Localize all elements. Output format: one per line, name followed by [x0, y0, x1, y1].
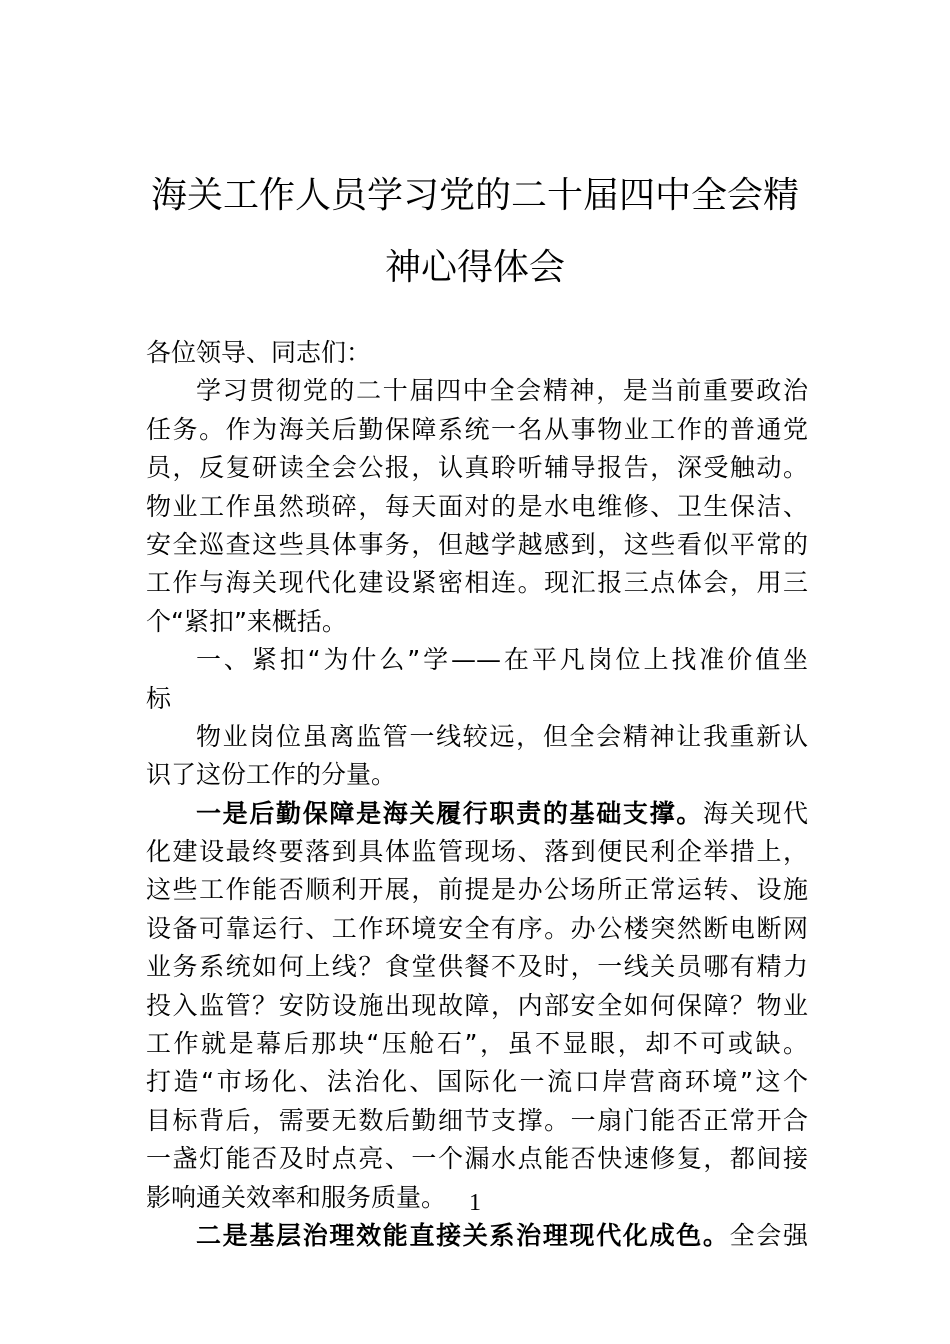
point-2-bold-lead: 二是基层治理效能直接关系治理现代化成色。 — [196, 1220, 730, 1250]
paragraph-line: 打造“市场化、法治化、国际化一流口岸营商环境”这个 — [146, 1067, 808, 1097]
section-heading-1: 一、紧扣“为什么”学——在平凡岗位上找准价值坐 — [196, 645, 808, 675]
section-heading-1-cont: 标 — [146, 683, 172, 713]
paragraph-line: 化建设最终要落到具体监管现场、落到便民利企举措上， — [146, 837, 808, 867]
paragraph-line: 工作与海关现代化建设紧密相连。现汇报三点体会，用三 — [146, 568, 808, 598]
paragraph-line: 工作就是幕后那块“压舱石”，虽不显眼，却不可或缺。 — [146, 1029, 808, 1059]
document-body — [146, 334, 808, 1255]
paragraph-line: 物业岗位虽离监管一线较远，但全会精神让我重新认 — [196, 721, 808, 751]
paragraph-line: 这些工作能否顺利开展，前提是办公场所正常运转、设施 — [146, 875, 808, 905]
point-1-bold-lead: 一是后勤保障是海关履行职责的基础支撑。 — [196, 798, 703, 828]
paragraph-line: 安全巡查这些具体事务，但越学越感到，这些看似平常的 — [146, 529, 808, 559]
paragraph-line: 员，反复研读全会公报，认真聆听辅导报告，深受触动。 — [146, 453, 808, 483]
paragraph-line: 业务系统如何上线？食堂供餐不及时，一线关员哪有精力 — [146, 952, 808, 982]
paragraph-line: 设备可靠运行、工作环境安全有序。办公楼突然断电断网 — [146, 913, 808, 943]
page-number: 1 — [469, 1190, 481, 1216]
paragraph-line: 识了这份工作的分量。 — [146, 760, 397, 790]
paragraph-line: 投入监管？安防设施出现故障，内部安全如何保障？物业 — [146, 990, 808, 1020]
point-1-lead-rest: 海关现代 — [702, 798, 808, 828]
paragraph-line: 学习贯彻党的二十届四中全会精神，是当前重要政治 — [196, 376, 808, 406]
paragraph-line: 个“紧扣”来概括。 — [146, 606, 347, 636]
point-2-lead-rest: 全会强 — [729, 1220, 808, 1250]
document-title-line-2: 神心得体会 — [384, 247, 565, 288]
paragraph-line: 目标背后，需要无数后勤细节支撑。一扇门能否正常开合 — [146, 1105, 808, 1135]
document-title-line-1: 海关工作人员学习党的二十届四中全会精 — [150, 175, 799, 216]
point-2-first-line — [146, 1217, 808, 1255]
paragraph-line: 影响通关效率和服务质量。 — [146, 1182, 447, 1212]
paragraph-line: 任务。作为海关后勤保障系统一名从事物业工作的普通党 — [146, 414, 808, 444]
paragraph-line: 一盏灯能否及时点亮、一个漏水点能否快速修复，都间接 — [146, 1144, 808, 1174]
point-1-first-line — [146, 795, 808, 833]
paragraph-line: 物业工作虽然琐碎，每天面对的是水电维修、卫生保洁、 — [146, 491, 808, 521]
salutation: 各位领导、同志们： — [146, 338, 372, 367]
